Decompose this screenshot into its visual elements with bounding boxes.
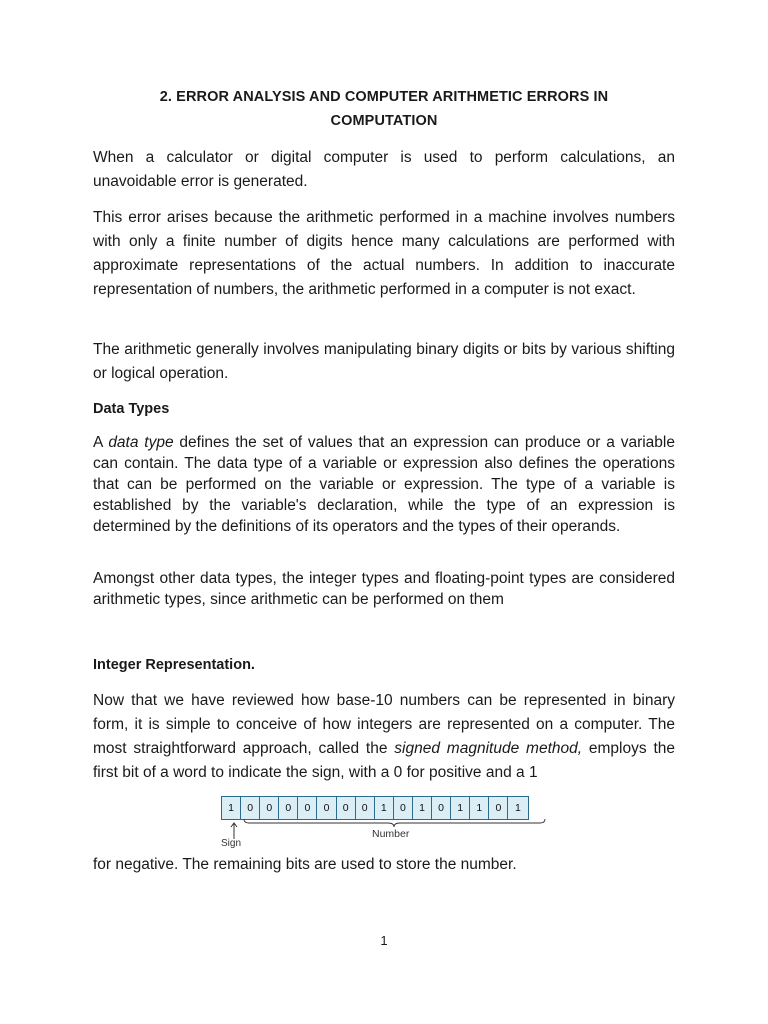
paragraph-arithmetic-types: Amongst other data types, the integer types and floating-point types are considered arithmetic types, since arithmetic can be performed on them xyxy=(93,570,675,608)
bit-cell: 1 xyxy=(413,797,432,819)
title-line-1: 2. ERROR ANALYSIS AND COMPUTER ARITHMETIC ERRORS IN xyxy=(159,89,609,105)
bit-cell: 0 xyxy=(394,797,413,819)
paragraph-signed-magnitude xyxy=(93,689,675,785)
bit-cell: 0 xyxy=(489,797,508,819)
bit-cell: 0 xyxy=(356,797,375,819)
paragraph-intro: When a calculator or digital computer is used to perform calculations, an unavoidable error is generated. xyxy=(93,149,675,190)
number-label: Number xyxy=(372,828,410,840)
data-type-prefix: A xyxy=(93,434,109,451)
signed-magnitude-term: signed magnitude method, xyxy=(394,740,583,757)
bit-cell: 0 xyxy=(241,797,260,819)
bit-cell: 0 xyxy=(432,797,451,819)
title-line-2: COMPUTATION xyxy=(330,113,438,129)
paragraph-negative: for negative. The remaining bits are used to store the number. xyxy=(93,856,517,873)
paragraph-arithmetic: The arithmetic generally involves manipulating binary digits or bits by various shifting or logical operation. xyxy=(93,341,675,382)
bit-cell: 0 xyxy=(279,797,298,819)
bit-cell: 0 xyxy=(298,797,317,819)
data-type-term: data type xyxy=(108,434,174,451)
heading-integer-representation: Integer Representation. xyxy=(93,657,255,673)
page-number: 1 xyxy=(380,933,388,948)
sign-label: Sign xyxy=(221,838,242,849)
bit-array xyxy=(221,796,529,820)
paragraph-error-arises: This error arises because the arithmetic performed in a machine involves numbers with only a finite number of digits hence many calculations are performed with approximate representations of the actual numbers. In addition to inaccurate representation of numbers, the arithmetic performed in a computer is not exact. xyxy=(93,209,675,298)
bit-cell: 0 xyxy=(317,797,336,819)
bit-cell: 1 xyxy=(451,797,470,819)
bit-cell: 1 xyxy=(470,797,489,819)
bit-cell: 1 xyxy=(375,797,394,819)
bit-cell: 0 xyxy=(337,797,356,819)
bit-cell: 1 xyxy=(515,802,521,814)
signed-magnitude-text-a: Now that we have reviewed how base-10 numbers can be represented in binary form, it is simple to conceive of how integers are represented on a computer. The most straightforward approach, called the xyxy=(93,692,675,757)
signed-magnitude-text-b: employs the first bit of a word to indicate the sign, with a 0 for positive and a 1 xyxy=(93,740,675,781)
number-brace-icon xyxy=(243,818,546,828)
signed-magnitude-figure xyxy=(221,796,551,852)
bit-cell: 1 xyxy=(222,797,241,819)
paragraph-data-type-definition xyxy=(93,432,675,537)
data-type-rest: defines the set of values that an expression can produce or a variable can contain. The data type of a variable or expression also defines the operations that can be performed on the variable or expression. The type of a variable is established by the variable's declaration, while the type of an expression is determined by the definitions of its operators and the types of their operands. xyxy=(93,434,675,535)
bit-cell: 0 xyxy=(260,797,279,819)
heading-data-types: Data Types xyxy=(93,401,170,417)
